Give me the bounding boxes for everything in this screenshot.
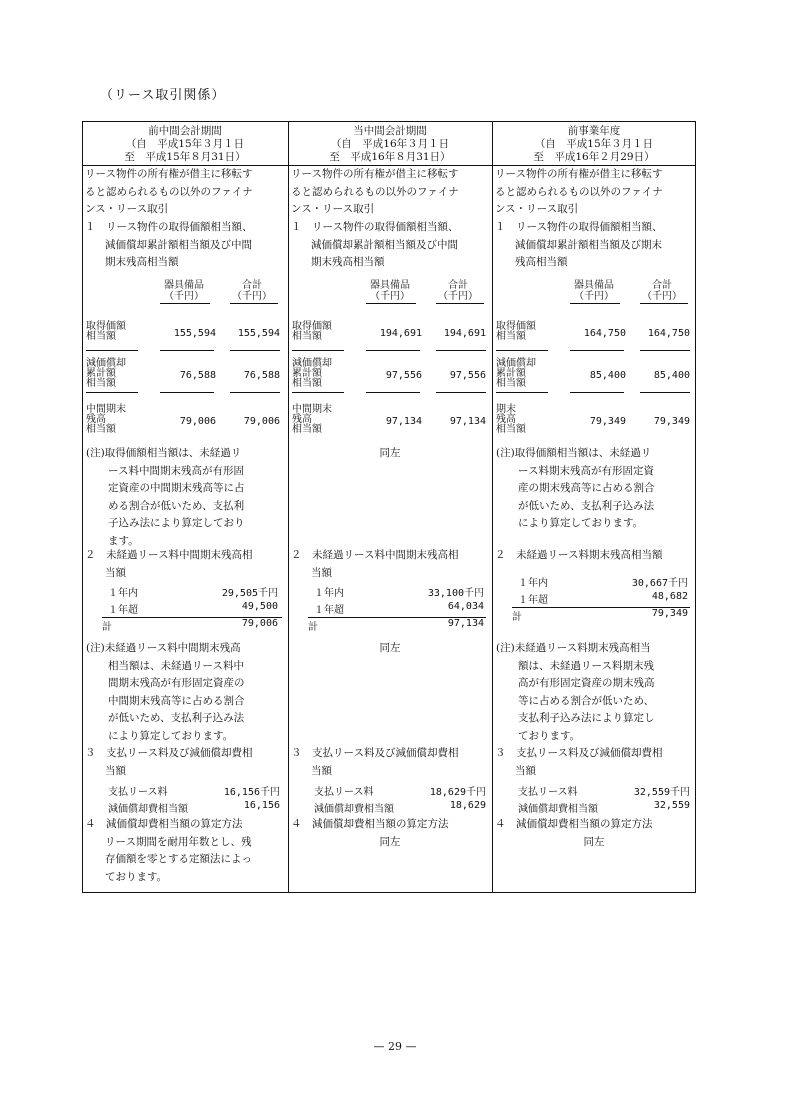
previous-fiscal-section-2 bbox=[495, 547, 693, 565]
maturity-underline bbox=[512, 607, 690, 608]
row-label-line: 累計額 bbox=[86, 368, 116, 379]
previous-interim-payment-label: 支払リース料 bbox=[108, 787, 168, 798]
row-underline bbox=[160, 392, 214, 393]
previous-interim-note-2-line: 相当額は、未経過リース料中 bbox=[108, 659, 244, 672]
previous-interim-section-2-line: 当額 bbox=[105, 566, 126, 579]
previous-interim-row-total-value: 76,588 bbox=[243, 370, 280, 381]
current-interim-row-total-value: 97,134 bbox=[449, 416, 486, 427]
row-label-line: 残高 bbox=[86, 414, 106, 425]
previous-interim-maturity-label: １年超 bbox=[108, 605, 138, 616]
previous-fiscal-section-1-line: １ リース物件の取得価額相当額、 bbox=[495, 221, 663, 233]
current-interim-section-4-body: 同左 bbox=[379, 836, 401, 848]
row-label-line: 期末 bbox=[496, 404, 516, 415]
previous-fiscal-payment-label: 支払リース料 bbox=[518, 787, 578, 798]
head-underline bbox=[570, 303, 620, 304]
previous-fiscal-row-label bbox=[496, 405, 526, 435]
current-interim-row-equipment-value: 97,134 bbox=[385, 416, 422, 427]
section-title: （リース取引関係） bbox=[100, 88, 226, 103]
previous-interim-intro-line: ンス・リース取引 bbox=[85, 203, 169, 215]
previous-interim-section-3-line: 当額 bbox=[105, 764, 126, 777]
current-interim-row-equipment-value: 97,556 bbox=[385, 370, 422, 381]
head-underline bbox=[230, 303, 278, 304]
row-label-line: 相当額 bbox=[496, 424, 526, 435]
previous-interim-note-2-line: (注)未経過リース料中間期末残高 bbox=[86, 642, 241, 654]
row-label-line: 減価償却 bbox=[496, 358, 536, 369]
previous-fiscal-row-label bbox=[496, 359, 536, 389]
current-interim-row-label bbox=[292, 322, 332, 342]
previous-interim-section-4-line: ４ 減価償却費相当額の算定方法 bbox=[85, 818, 243, 830]
current-interim-section-2 bbox=[291, 547, 489, 582]
row-label-line: 取得価額 bbox=[496, 321, 536, 332]
current-interim-maturity-label: １年超 bbox=[314, 605, 344, 616]
previous-fiscal-row-total-value: 164,750 bbox=[647, 328, 690, 339]
current-interim-maturity-value: 33,100千円 bbox=[427, 588, 484, 599]
row-label-line: 中間期末 bbox=[86, 404, 126, 415]
previous-interim-note-1-line: ます。 bbox=[108, 534, 139, 547]
current-interim-section-1-line: １ リース物件の取得価額相当額、 bbox=[291, 221, 459, 233]
current-interim-row-equipment-value: 194,691 bbox=[379, 328, 422, 339]
previous-fiscal-row-equipment-value: 85,400 bbox=[589, 370, 626, 381]
previous-interim-section-3-line: ３ 支払リース料及び減価償却費相 bbox=[85, 747, 253, 759]
current-interim-section-1-line: 減価償却累計額相当額及び中間 bbox=[311, 238, 458, 251]
previous-fiscal-head-total: 合計 bbox=[652, 280, 672, 291]
previous-interim-head-equipment-unit: （千円） bbox=[164, 291, 204, 302]
current-interim-section-2-line: 当額 bbox=[311, 566, 332, 579]
period-line: 至 平成15年８月31日） bbox=[124, 151, 246, 163]
previous-fiscal-maturity-value: 48,682 bbox=[651, 591, 688, 602]
previous-fiscal-maturity-label: 計 bbox=[512, 612, 522, 623]
previous-interim-section-1-line: 減価償却累計額相当額及び中間 bbox=[105, 238, 252, 251]
previous-fiscal-payment-value: 32,559 bbox=[653, 800, 690, 811]
previous-interim-row-label bbox=[86, 322, 126, 342]
row-underline bbox=[366, 350, 420, 351]
period-line: 前中間会計期間 bbox=[148, 125, 222, 137]
row-underline bbox=[640, 350, 690, 351]
previous-interim-maturity-label: 計 bbox=[102, 622, 112, 633]
previous-interim-section-4-line: ております。 bbox=[105, 870, 168, 883]
previous-fiscal-section-1 bbox=[495, 219, 693, 272]
maturity-underline bbox=[102, 617, 282, 618]
previous-fiscal-note-2 bbox=[496, 640, 694, 745]
previous-interim-row-equipment-value: 155,594 bbox=[173, 328, 216, 339]
current-interim-note-1: 同左 bbox=[379, 447, 401, 459]
period-line: 至 平成16年２月29日） bbox=[533, 151, 655, 163]
previous-interim-section-4-line: リース期間を耐用年数とし、残 bbox=[105, 835, 252, 848]
previous-fiscal-note-1-line: が低いため、支払利子込み法 bbox=[518, 499, 655, 512]
previous-fiscal-intro bbox=[495, 166, 693, 219]
row-label-line: 相当額 bbox=[292, 378, 322, 389]
previous-interim-head-total: 合計 bbox=[242, 280, 262, 291]
previous-fiscal-section-3 bbox=[495, 745, 693, 780]
period-line: 至 平成16年８月31日） bbox=[329, 151, 451, 163]
current-interim-head-equipment-unit: （千円） bbox=[370, 291, 410, 302]
previous-fiscal-section-1-line: 減価償却累計額相当額及び期末 bbox=[515, 238, 662, 251]
row-label-line: 残高 bbox=[496, 414, 516, 425]
previous-fiscal-intro-line: ると認められるもの以外のファイナ bbox=[495, 185, 663, 198]
previous-interim-maturity-value: 49,500 bbox=[241, 601, 278, 612]
row-label-line: 取得価額 bbox=[292, 321, 332, 332]
previous-fiscal-note-1-line: により算定しております。 bbox=[518, 517, 644, 529]
head-underline bbox=[160, 303, 210, 304]
previous-fiscal-section-2-line: ２ 未経過リース料期末残高相当額 bbox=[495, 549, 663, 561]
previous-interim-section-2-line: ２ 未経過リース料中間期末残高相 bbox=[85, 549, 253, 561]
current-interim-section-4-line: ４ 減価償却費相当額の算定方法 bbox=[291, 818, 449, 830]
previous-interim-maturity-value: 29,505千円 bbox=[221, 588, 278, 599]
current-interim-intro-line: リース物件の所有権が借主に移転す bbox=[291, 168, 459, 180]
previous-interim-row-total-value: 79,006 bbox=[243, 416, 280, 427]
previous-interim-payment-value: 16,156 bbox=[243, 800, 280, 811]
current-interim-payment-value: 18,629千円 bbox=[429, 787, 486, 798]
previous-fiscal-note-2-line: (注)未経過リース料期末残高相当 bbox=[496, 642, 651, 654]
previous-fiscal-section-4-body: 同左 bbox=[583, 836, 605, 848]
previous-fiscal-payment-value: 32,559千円 bbox=[633, 787, 690, 798]
current-interim-payment-label: 支払リース料 bbox=[314, 787, 374, 798]
previous-fiscal-section-3-line: ３ 支払リース料及び減価償却費相 bbox=[495, 747, 663, 759]
previous-fiscal-row-total-value: 85,400 bbox=[653, 370, 690, 381]
previous-interim-head-equipment: 器具備品 bbox=[164, 280, 204, 291]
row-label-line: 減価償却 bbox=[292, 358, 332, 369]
column-divider bbox=[288, 121, 289, 893]
previous-fiscal-maturity-value: 30,667千円 bbox=[631, 578, 688, 589]
previous-fiscal-note-2-line: 支払利子込み法により算定し bbox=[518, 712, 655, 724]
previous-fiscal-section-4-line: ４ 減価償却費相当額の算定方法 bbox=[495, 818, 653, 830]
previous-interim-intro-line: リース物件の所有権が借主に移転す bbox=[85, 168, 253, 180]
previous-fiscal-row-equipment-value: 79,349 bbox=[589, 416, 626, 427]
previous-interim-maturity-label: １年内 bbox=[108, 588, 138, 599]
row-label-line: 累計額 bbox=[292, 368, 322, 379]
row-underline bbox=[292, 350, 344, 351]
row-label-line: 相当額 bbox=[86, 424, 116, 435]
previous-fiscal-section-3-line: 当額 bbox=[515, 764, 536, 777]
row-underline bbox=[640, 392, 690, 393]
current-interim-maturity-label: 計 bbox=[308, 622, 318, 633]
previous-interim-section-2 bbox=[85, 547, 285, 582]
previous-interim-note-2-line: 間期末残高が有形固定資産の bbox=[108, 677, 245, 689]
previous-fiscal-section-4 bbox=[495, 816, 693, 834]
period-line: （自 平成15年３月１日 bbox=[534, 138, 654, 150]
row-underline bbox=[86, 350, 138, 351]
previous-fiscal-note-1 bbox=[496, 445, 694, 533]
previous-interim-note-2-line: 中間期末残高等に占める割合 bbox=[108, 694, 245, 707]
current-interim-section-2-line: ２ 未経過リース料中間期末残高相 bbox=[291, 549, 459, 561]
previous-fiscal-note-2-line: 額は、未経過リース料期末残 bbox=[518, 659, 654, 672]
page-number: — 29 — bbox=[373, 1040, 417, 1053]
previous-interim-note-2-line: により算定しております。 bbox=[108, 729, 234, 742]
previous-interim-head-total-unit: （千円） bbox=[232, 291, 272, 302]
previous-fiscal-head-equipment: 器具備品 bbox=[574, 280, 614, 291]
row-underline bbox=[496, 350, 548, 351]
current-interim-section-1-line: 期末残高相当額 bbox=[311, 256, 385, 268]
previous-fiscal-maturity-label: １年内 bbox=[518, 578, 548, 589]
previous-interim-section-1-line: １ リース物件の取得価額相当額、 bbox=[85, 221, 253, 233]
previous-interim-row-equipment-value: 76,588 bbox=[179, 370, 216, 381]
current-interim-row-label bbox=[292, 405, 332, 435]
row-underline bbox=[292, 392, 344, 393]
row-underline bbox=[86, 392, 138, 393]
row-label-line: 相当額 bbox=[292, 424, 322, 435]
previous-interim-row-label bbox=[86, 405, 126, 435]
current-interim-section-3-line: 当額 bbox=[311, 764, 332, 777]
previous-fiscal-note-2-line: ております。 bbox=[518, 729, 581, 742]
row-underline bbox=[496, 392, 548, 393]
previous-interim-section-3 bbox=[85, 745, 285, 780]
current-interim-maturity-value: 97,134 bbox=[447, 618, 484, 629]
head-underline bbox=[436, 303, 484, 304]
current-interim-intro-line: ると認められるもの以外のファイナ bbox=[291, 185, 459, 198]
previous-interim-note-2 bbox=[86, 640, 286, 745]
row-label-line: 相当額 bbox=[86, 331, 116, 342]
previous-fiscal-note-2-line: 高が有形固定資産の期末残高 bbox=[518, 677, 655, 689]
current-interim-section-3-line: ３ 支払リース料及び減価償却費相 bbox=[291, 747, 459, 759]
previous-interim-maturity-value: 79,006 bbox=[241, 618, 278, 629]
previous-interim-intro bbox=[85, 166, 285, 219]
previous-fiscal-section-1-line: 残高相当額 bbox=[515, 256, 568, 268]
current-interim-head-total: 合計 bbox=[448, 280, 468, 291]
current-interim-head-equipment: 器具備品 bbox=[370, 280, 410, 291]
previous-interim-row-total-value: 155,594 bbox=[237, 328, 280, 339]
row-underline bbox=[570, 350, 624, 351]
current-interim-row-total-value: 194,691 bbox=[443, 328, 486, 339]
previous-fiscal-intro-line: リース物件の所有権が借主に移転す bbox=[495, 168, 663, 180]
period-line: （自 平成16年３月１日 bbox=[330, 138, 450, 150]
previous-fiscal-head-equipment-unit: （千円） bbox=[574, 291, 614, 302]
maturity-underline bbox=[308, 617, 486, 618]
current-interim-section-3 bbox=[291, 745, 489, 780]
row-label-line: 相当額 bbox=[496, 331, 526, 342]
current-interim-section-1 bbox=[291, 219, 489, 272]
previous-interim-row-label bbox=[86, 359, 126, 389]
current-interim-row-total-value: 97,556 bbox=[449, 370, 486, 381]
row-underline bbox=[160, 350, 214, 351]
current-interim-section-4 bbox=[291, 816, 489, 834]
previous-fiscal-maturity-label: １年超 bbox=[518, 595, 548, 606]
head-underline bbox=[640, 303, 688, 304]
row-underline bbox=[230, 350, 280, 351]
previous-fiscal-row-equipment-value: 164,750 bbox=[583, 328, 626, 339]
period-line: 当中間会計期間 bbox=[353, 125, 427, 137]
previous-fiscal-head-total-unit: （千円） bbox=[642, 291, 682, 302]
previous-interim-note-1-line: 定資産の中間期末残高等に占 bbox=[108, 482, 245, 494]
period-line: 前事業年度 bbox=[567, 125, 621, 137]
previous-interim-section-1-line: 期末残高相当額 bbox=[105, 256, 179, 268]
previous-interim-section-1 bbox=[85, 219, 285, 272]
previous-fiscal-intro-line: ンス・リース取引 bbox=[495, 203, 579, 215]
current-interim-row-label bbox=[292, 359, 332, 389]
previous-fiscal-maturity-value: 79,349 bbox=[651, 608, 688, 619]
previous-fiscal-payment-label: 減価償却費相当額 bbox=[518, 804, 598, 815]
row-label-line: 残高 bbox=[292, 414, 312, 425]
current-interim-maturity-value: 64,034 bbox=[447, 601, 484, 612]
row-underline bbox=[436, 350, 486, 351]
previous-fiscal-note-1-line: ース料期末残高が有形固定資 bbox=[518, 464, 654, 477]
previous-fiscal-row-total-value: 79,349 bbox=[653, 416, 690, 427]
current-interim-intro-line: ンス・リース取引 bbox=[291, 203, 375, 215]
row-label-line: 取得価額 bbox=[86, 321, 126, 332]
current-interim-intro bbox=[291, 166, 489, 219]
current-interim-payment-value: 18,629 bbox=[449, 800, 486, 811]
previous-interim-note-1-line: (注)取得価額相当額は、未経過リ bbox=[86, 447, 242, 459]
row-label-line: 中間期末 bbox=[292, 404, 332, 415]
row-underline bbox=[230, 392, 280, 393]
current-interim-period-header bbox=[288, 125, 492, 164]
previous-fiscal-note-2-line: 等に占める割合が低いため、 bbox=[518, 694, 655, 707]
previous-interim-note-1-line: 子込み法により算定しており bbox=[108, 517, 245, 529]
previous-interim-period-header bbox=[82, 125, 288, 164]
current-interim-payment-label: 減価償却費相当額 bbox=[314, 804, 394, 815]
current-interim-note-2: 同左 bbox=[379, 642, 401, 654]
previous-interim-intro-line: ると認められるもの以外のファイナ bbox=[85, 185, 253, 198]
previous-fiscal-note-1-line: 産の期末残高等に占める割合 bbox=[518, 482, 655, 494]
row-label-line: 累計額 bbox=[496, 368, 526, 379]
previous-interim-note-1-line: める割合が低いため、支払利 bbox=[108, 499, 245, 512]
previous-interim-payment-value: 16,156千円 bbox=[223, 787, 280, 798]
row-label-line: 相当額 bbox=[292, 331, 322, 342]
previous-interim-note-1 bbox=[86, 445, 286, 550]
previous-interim-note-1-line: ース料中間期末残高が有形固 bbox=[108, 464, 244, 477]
current-interim-maturity-label: １年内 bbox=[314, 588, 344, 599]
previous-fiscal-row-label bbox=[496, 322, 536, 342]
previous-interim-section-4-line: 存価額を零とする定額法によっ bbox=[105, 853, 252, 865]
previous-fiscal-period-header bbox=[492, 125, 696, 164]
previous-fiscal-note-1-line: (注)取得価額相当額は、未経過リ bbox=[496, 447, 652, 459]
row-underline bbox=[436, 392, 486, 393]
row-label-line: 相当額 bbox=[86, 378, 116, 389]
row-underline bbox=[570, 392, 624, 393]
previous-interim-section-4 bbox=[85, 816, 285, 886]
previous-interim-note-2-line: が低いため、支払利子込み法 bbox=[108, 712, 245, 724]
row-label-line: 減価償却 bbox=[86, 358, 126, 369]
period-line: （自 平成15年３月１日 bbox=[125, 138, 245, 150]
previous-interim-row-equipment-value: 79,006 bbox=[179, 416, 216, 427]
row-label-line: 相当額 bbox=[496, 378, 526, 389]
column-divider bbox=[492, 121, 493, 893]
current-interim-head-total-unit: （千円） bbox=[438, 291, 478, 302]
row-underline bbox=[366, 392, 420, 393]
head-underline bbox=[366, 303, 416, 304]
previous-interim-payment-label: 減価償却費相当額 bbox=[108, 804, 188, 815]
